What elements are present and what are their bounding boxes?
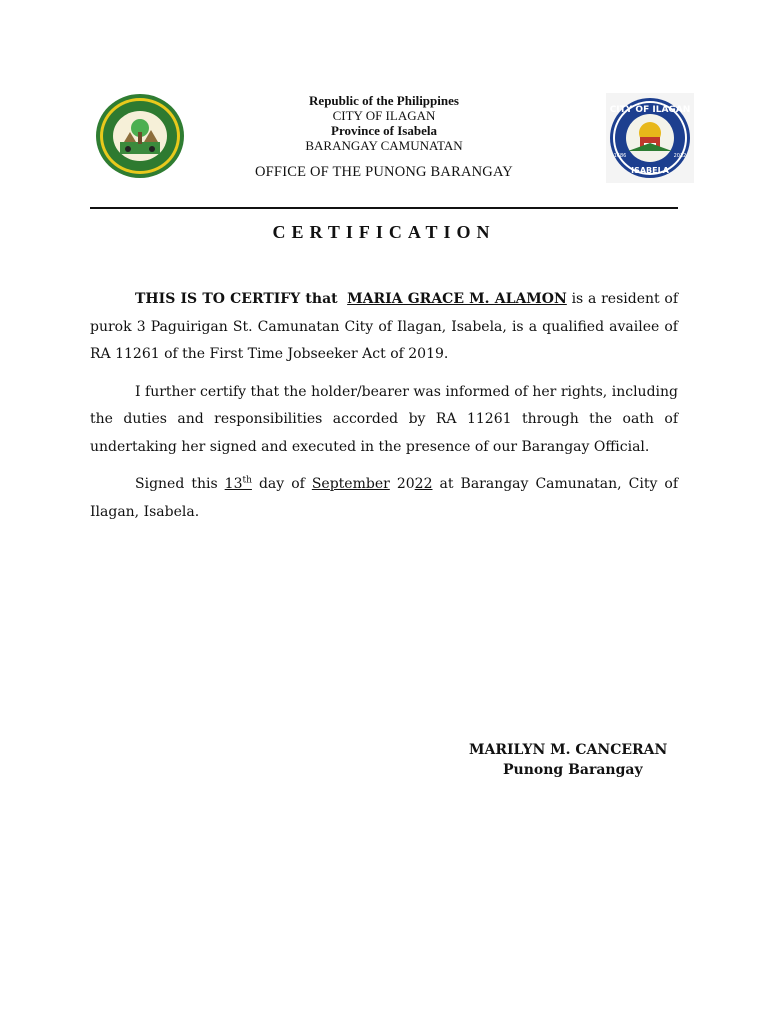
signed-day: 13th [224, 475, 252, 492]
certify-lead: THIS IS TO CERTIFY that [135, 291, 338, 307]
paragraph-signed [90, 471, 678, 526]
signatory-name: MARILYN M. CANCERAN [469, 742, 668, 758]
document-title: CERTIFICATION [272, 222, 496, 242]
city-seal-year-right: 2012 [673, 153, 687, 159]
office-line: OFFICE OF THE PUNONG BARANGAY [255, 164, 513, 180]
letterhead [220, 93, 548, 181]
city-seal-top-text: CITY OF ILAGAN [609, 105, 691, 115]
signatory-position: Punong Barangay [503, 762, 643, 778]
signed-month: September [311, 476, 390, 492]
city-seal-bottom-text: ISABELA [631, 166, 669, 175]
certify-rest: is a resident of purok 3 Paguirigan St. Camunatan City of Ilagan, Isabela, is a qualified availee of RA 11261 of the First Time Jobseeker Act of 2019. [90, 291, 679, 362]
resident-name: MARIA GRACE M. ALAMON [347, 291, 567, 307]
province-line: Province of Isabela [331, 123, 437, 138]
certificate-body [90, 286, 678, 536]
signed-year: 2022 [396, 476, 433, 492]
barangay-line: BARANGAY CAMUNATAN [305, 138, 463, 153]
signed-place: at Barangay Camunatan, City of Ilagan, Isabela. [90, 476, 679, 520]
paragraph-certify [90, 286, 678, 369]
barangay-seal-logo [94, 92, 186, 180]
day-of-text: day of [258, 476, 305, 492]
signed-this-text: Signed this [135, 476, 218, 492]
signature-block [450, 740, 678, 780]
city-line: CITY OF ILAGAN [332, 108, 436, 123]
city-seal-year-left: 1686 [613, 153, 627, 159]
paragraph-rights: I further certify that the holder/bearer was informed of her rights, including the duties and responsibilities accorded by RA 11261 through the oath of undertaking her signed and executed in the presence of our Barangay Official. [90, 383, 678, 455]
header-divider [90, 207, 678, 209]
city-seal-logo [606, 93, 694, 183]
republic-line: Republic of the Philippines [309, 93, 459, 108]
